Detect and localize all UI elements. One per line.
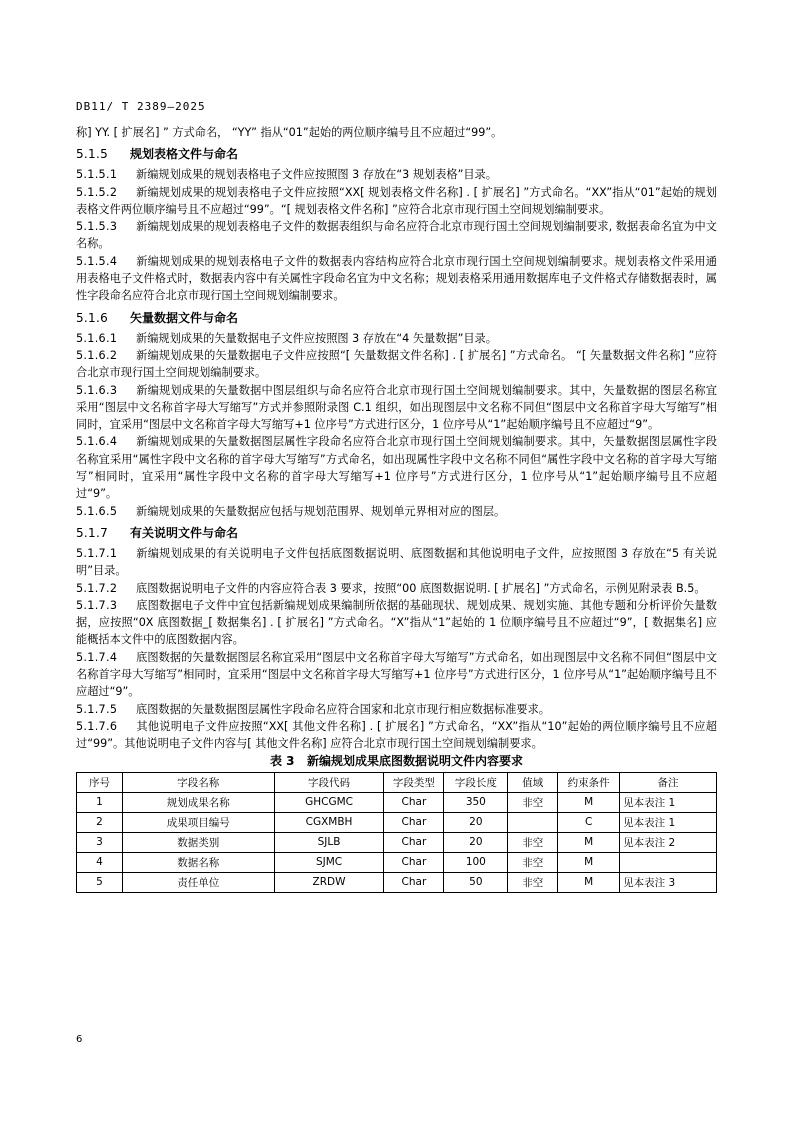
table-row xyxy=(77,792,717,812)
clause-number: 5.1.7.3 xyxy=(76,598,118,612)
table-cell xyxy=(508,812,558,832)
clause-text: 新编规划成果的有关说明电子文件包括底图数据说明、底图数据和其他说明电子文件，应按照图 3 存放在“5 有关说明”目录。 xyxy=(76,546,717,578)
table-row xyxy=(77,872,717,892)
table-cell: M xyxy=(558,792,620,812)
table-cell: 数据类别 xyxy=(122,832,274,852)
table-cell: 2 xyxy=(77,812,123,832)
table-cell: Char xyxy=(384,832,444,852)
clause-number: 5.1.7.5 xyxy=(76,702,118,716)
table-cell: 4 xyxy=(77,852,123,872)
table-row xyxy=(77,832,717,852)
clause xyxy=(76,597,717,649)
table-label: 表 3 xyxy=(269,753,295,768)
table-cell: 20 xyxy=(444,832,508,852)
clause-number: 5.1.5.4 xyxy=(76,254,118,268)
table-cell: SJLB xyxy=(274,832,384,852)
clause xyxy=(76,218,717,253)
clause-number: 5.1.5.3 xyxy=(76,220,118,234)
section-title: 规划表格文件与命名 xyxy=(130,147,239,162)
clause-text: 底图数据的矢量数据图层名称宜采用“图层中文名称首字母大写缩写”方式命名，如出现图层中文名称不同但“图层中文名称首字母大写缩写”相同时，宜采用“图层中文名称首字母大写缩写+1 位序号”方式进行区分，1 位序号从“1”起始顺序编号且不应超过“9”。 xyxy=(76,650,718,699)
table-row xyxy=(77,852,717,872)
table-cell: SJMC xyxy=(274,852,384,872)
table-header-cell: 值域 xyxy=(508,772,558,792)
clause-text: 新编规划成果的规划表格电子文件的数据表组织与命名应符合北京市现行国土空间规划编制要求, 数据表命名宜为中文名称。 xyxy=(76,220,717,251)
clause-text: 新编规划成果的矢量数据电子文件应按照图 3 存放在“4 矢量数据”目录。 xyxy=(136,331,497,345)
table-cell: 非空 xyxy=(508,872,558,892)
table-cell: 责任单位 xyxy=(122,872,274,892)
table-header-cell: 备注 xyxy=(620,772,717,792)
clause xyxy=(76,649,717,701)
table-header-cell: 字段长度 xyxy=(444,772,508,792)
table-cell: CGXMBH xyxy=(274,812,384,832)
table-cell: 数据名称 xyxy=(122,852,274,872)
clause-number: 5.1.6.4 xyxy=(76,435,118,449)
intro-line: 称] YY. [ 扩展名] ” 方式命名， “YY” 指从“01”起始的两位顺序编号且不应超过“99”。 xyxy=(76,126,503,139)
clause-number: 5.1.5.1 xyxy=(76,168,118,182)
table-cell: ZRDW xyxy=(274,872,384,892)
clause-number: 5.1.6.2 xyxy=(76,348,118,362)
table-cell: M xyxy=(558,852,620,872)
table-cell: 见本表注 2 xyxy=(620,832,717,852)
page-number: 6 xyxy=(76,1034,83,1045)
section-heading xyxy=(76,309,717,327)
table-cell: 见本表注 3 xyxy=(620,872,717,892)
table-cell: 成果项目编号 xyxy=(122,812,274,832)
table-cell: C xyxy=(558,812,620,832)
table-cell: 见本表注 1 xyxy=(620,812,717,832)
clause-text: 新编规划成果的矢量数据电子文件应按照“[ 矢量数据文件名称] . [ 扩展名] ”方式命名。 “[ 矢量数据文件名称] ”应符合北京市现行国土空间规划编制要求。 xyxy=(76,348,717,380)
table-cell: 非空 xyxy=(508,852,558,872)
clause xyxy=(76,503,717,520)
table-cell: M xyxy=(558,872,620,892)
standard-code: DB11/ T 2389—2025 xyxy=(76,100,206,113)
table-cell: 非空 xyxy=(508,792,558,812)
table-cell: 1 xyxy=(77,792,123,812)
table-cell: 5 xyxy=(77,872,123,892)
table-cell: 3 xyxy=(77,832,123,852)
table-cell: Char xyxy=(384,812,444,832)
clause xyxy=(76,545,717,580)
clause xyxy=(76,580,717,597)
table-cell: Char xyxy=(384,852,444,872)
clause xyxy=(76,718,717,753)
table-cell xyxy=(620,852,717,872)
clause-text: 其他说明电子文件应按照“XX[ 其他文件名称] . [ 扩展名] ”方式命名，“XX”指从“10”起始的两位顺序编号且不应超过“99”。其他说明电子文件内容与[ 其他文件名称] 应符合北京市现行国土空间规划编制要求。 xyxy=(76,719,717,751)
section-number: 5.1.5 xyxy=(76,147,109,162)
clause-text: 新编规划成果的矢量数据中图层组织与命名应符合北京市现行国土空间规划编制要求。其中，矢量数据的图层名称宜采用“图层中文名称首字母大写缩写”方式并参照附录图 C.1 组织，如出现图层中文名称不同但“图层中文名称首字母大写缩写”相同时，宜采用“图层中文名称首字母大写缩写+1 位序号”方式进行区分，1 位序号从“1”起始顺序编号且不应超过“9”。 xyxy=(76,383,717,432)
table-caption xyxy=(76,753,717,770)
clause-number: 5.1.6.3 xyxy=(76,383,118,397)
table-cell: 规划成果名称 xyxy=(122,792,274,812)
table-header-row xyxy=(77,772,717,792)
table-cell: GHCGMC xyxy=(274,792,384,812)
table-title: 新编规划成果底图数据说明文件内容要求 xyxy=(307,753,524,768)
section-heading xyxy=(76,145,717,163)
section-title: 有关说明文件与命名 xyxy=(130,525,239,540)
clause-text: 新编规划成果的矢量数据应包括与规划范围界、规划单元界相对应的图层。 xyxy=(136,504,506,518)
section-number: 5.1.7 xyxy=(76,525,109,540)
clause-number: 5.1.7.1 xyxy=(76,546,118,560)
clause-number: 5.1.7.2 xyxy=(76,581,118,595)
table-header-cell: 字段名称 xyxy=(122,772,274,792)
table-cell: 20 xyxy=(444,812,508,832)
clause xyxy=(76,433,717,502)
clause xyxy=(76,253,717,305)
clause-text: 底图数据电子文件中宜包括新编规划成果编制所依据的基础现状、规划成果、规划实施、其他专题和分析评价矢量数据，应按照“0X 底图数据_[ 数据集名] . [ 扩展名] ”方式命名。“X”指从“1”起始的 1 位顺序编号且不应超过“9”，[ 数据集名] 应能概括本文件中的底图数据内容。 xyxy=(76,598,717,647)
clause-text: 底图数据说明电子文件的内容应符合表 3 要求，按照“00 底图数据说明. [ 扩展名] ”方式命名，示例见附录表 B.5。 xyxy=(136,581,706,595)
clause-number: 5.1.6.1 xyxy=(76,331,118,345)
clause-text: 底图数据的矢量数据图层属性字段命名应符合国家和北京市现行相应数据标准要求。 xyxy=(136,702,550,716)
clause xyxy=(76,330,717,347)
table-header-cell: 约束条件 xyxy=(558,772,620,792)
field-requirements-table xyxy=(76,772,717,893)
table-cell: 见本表注 1 xyxy=(620,792,717,812)
clause-number: 5.1.7.4 xyxy=(76,650,118,664)
clause xyxy=(76,166,717,183)
table-cell: M xyxy=(558,832,620,852)
section-title: 矢量数据文件与命名 xyxy=(130,310,239,325)
clause-text: 新编规划成果的规划表格电子文件的数据表内容结构应符合北京市现行国土空间规划编制要求。规划表格文件采用通用表格电子文件格式时，数据表内容中有关属性字段命名宜为中文名称；规划表格采用通用数据库电子文件格式存储数据表时，属性字段命名应符合北京市现行国土空间规划编制要求。 xyxy=(76,254,717,303)
clause-text: 新编规划成果的规划表格电子文件应按照“XX[ 规划表格文件名称] . [ 扩展名] ”方式命名。“XX”指从“01”起始的规划表格文件两位顺序编号且不应超过“99”。“[ 规划表格文件名称] ”应符合北京市现行国土空间规划编制要求。 xyxy=(76,185,717,216)
section-number: 5.1.6 xyxy=(76,310,109,325)
document-body xyxy=(76,124,717,893)
clause-text: 新编规划成果的规划表格电子文件应按照图 3 存放在“3 规划表格”目录。 xyxy=(136,168,497,182)
table-cell: Char xyxy=(384,792,444,812)
table-cell: Char xyxy=(384,872,444,892)
table-cell: 50 xyxy=(444,872,508,892)
clause xyxy=(76,184,717,219)
table-cell: 100 xyxy=(444,852,508,872)
clause xyxy=(76,701,717,718)
clause xyxy=(76,382,717,434)
table-row xyxy=(77,812,717,832)
clause-number: 5.1.6.5 xyxy=(76,504,118,518)
clause xyxy=(76,347,717,382)
table-cell: 非空 xyxy=(508,832,558,852)
clause-number: 5.1.5.2 xyxy=(76,185,118,199)
table-header-cell: 字段代码 xyxy=(274,772,384,792)
section-heading xyxy=(76,524,717,542)
table-cell: 350 xyxy=(444,792,508,812)
table-header-cell: 序号 xyxy=(77,772,123,792)
clause-number: 5.1.7.6 xyxy=(76,719,118,733)
clause-text: 新编规划成果的矢量数据图层属性字段命名应符合北京市现行国土空间规划编制要求。其中，矢量数据图层属性字段名称宜采用“属性字段中文名称的首字母大写缩写”方式命名，如出现属性字段中文名称不同但“属性字段中文名称的首字母大写缩写”相同时，宜采用“属性字段中文名称的首字母大写缩写+1 位序号”方式进行区分，1 位序号从“1”起始顺序编号且不应超过“9”。 xyxy=(76,435,717,501)
table-header-cell: 字段类型 xyxy=(384,772,444,792)
